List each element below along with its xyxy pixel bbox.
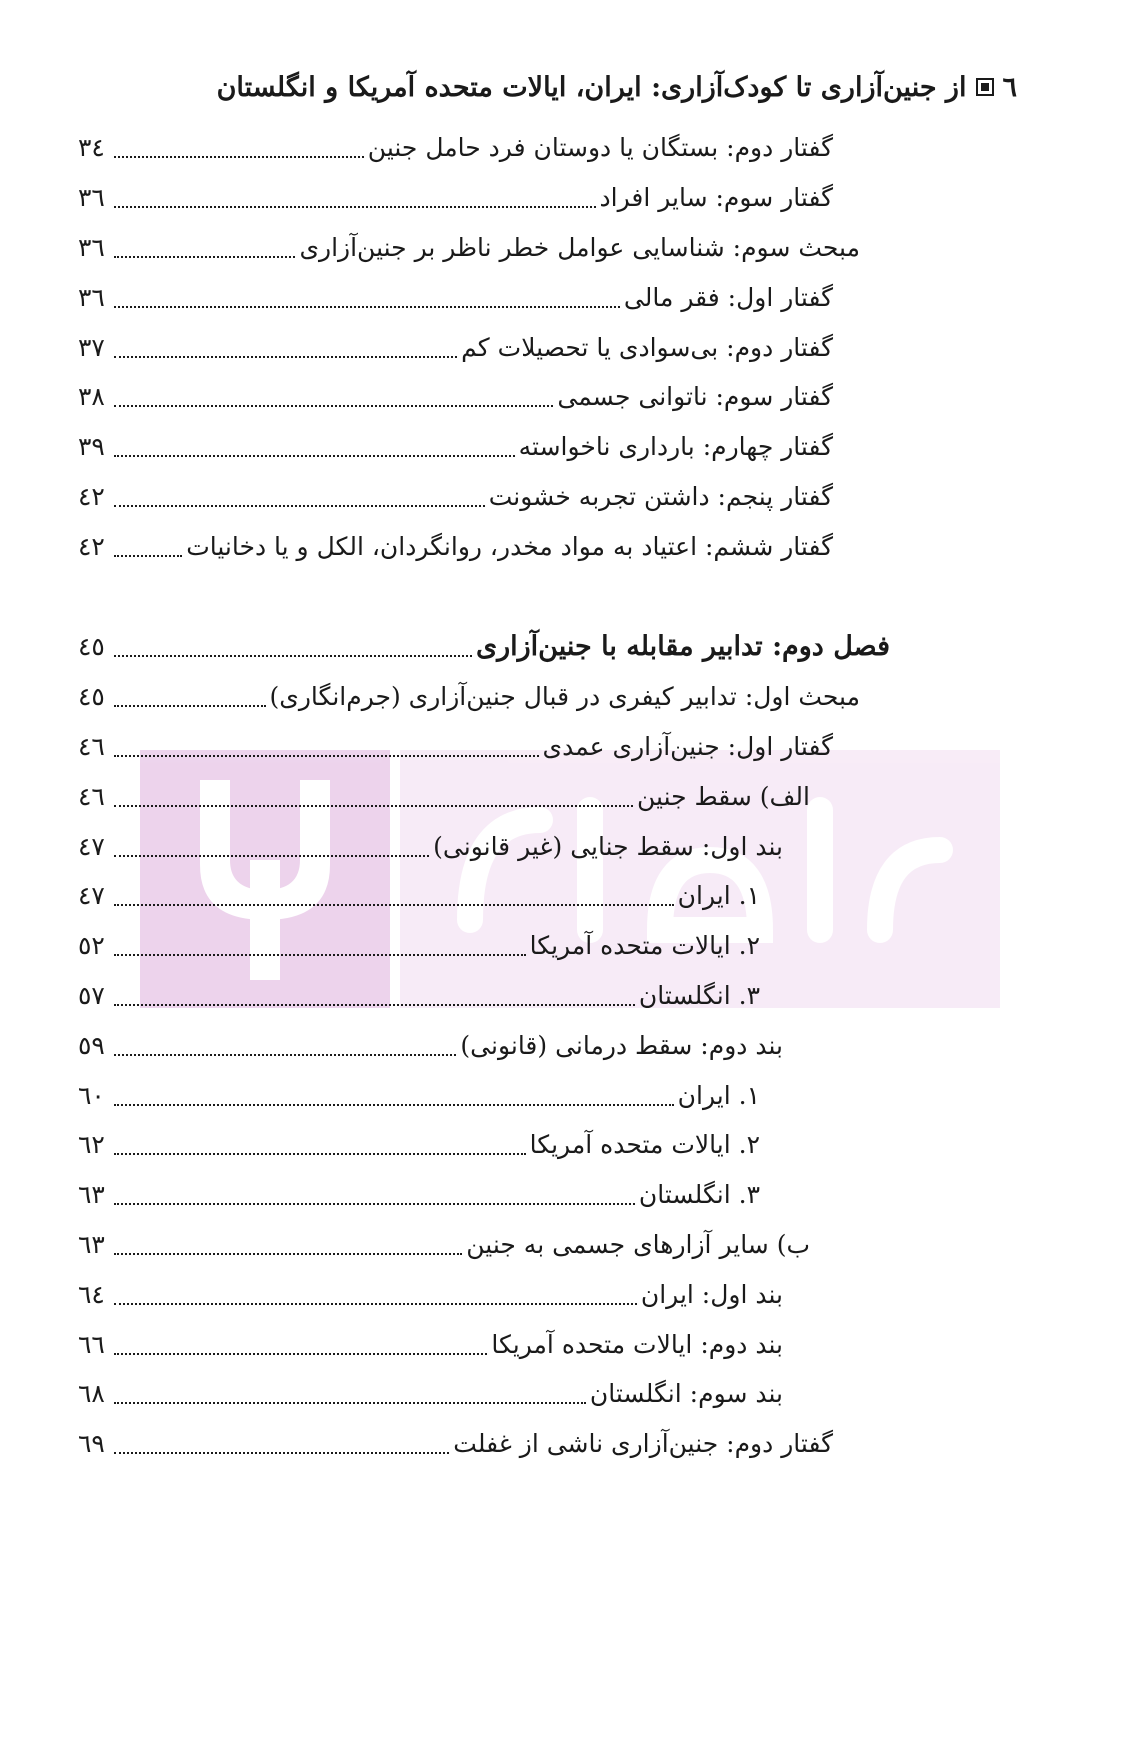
toc-entry-title: ب) سایر آزارهای جسمی به جنین <box>466 1230 810 1259</box>
dot-leader <box>114 804 633 807</box>
dot-leader <box>114 704 266 707</box>
toc-entry <box>78 1072 760 1116</box>
dot-leader <box>114 903 674 906</box>
toc-entry-title: بند اول: سقط جنایی (غیر قانونی) <box>433 832 783 861</box>
toc-entry-title: الف) سقط جنین <box>637 782 810 811</box>
dot-leader <box>114 1152 526 1155</box>
toc-chapter-entry <box>78 623 890 667</box>
dot-leader <box>114 1103 674 1106</box>
toc-entry <box>78 1420 833 1464</box>
toc-entry-page: ٦٨ <box>78 1379 105 1408</box>
toc-entry-page: ٥٩ <box>78 1031 105 1060</box>
toc-entry <box>78 1271 783 1315</box>
toc-entry-page: ٤٦ <box>78 732 105 761</box>
toc-entry-page: ٦٩ <box>78 1429 105 1458</box>
toc-entry-title: مبحث سوم: شناسایی عوامل خطر ناظر بر جنین‌آزاری <box>299 233 860 262</box>
toc-entry-title: ١. ایران <box>677 881 760 910</box>
toc-entry-page: ٣٦ <box>78 283 105 312</box>
toc-entry <box>78 773 810 817</box>
toc-entry-title: بند دوم: سقط درمانی (قانونی) <box>460 1031 783 1060</box>
toc-entry <box>78 1121 760 1165</box>
toc-entry <box>78 324 833 368</box>
toc-entry-title: بند اول: ایران <box>640 1280 783 1309</box>
dot-leader <box>114 205 596 208</box>
toc-entry-page: ٤٥ <box>78 632 105 661</box>
toc-entry <box>78 224 860 268</box>
toc-entry-page: ٦٦ <box>78 1330 105 1359</box>
toc-entry-page: ٤٧ <box>78 832 105 861</box>
toc-entry-page: ٦٤ <box>78 1280 105 1309</box>
toc-entry <box>78 124 833 168</box>
dot-leader <box>114 1003 635 1006</box>
toc-entry-title: گفتار اول: جنین‌آزاری عمدی <box>542 732 833 761</box>
toc-entry <box>78 673 860 717</box>
toc-entry-page: ٣٩ <box>78 432 105 461</box>
dot-leader <box>114 554 182 557</box>
toc-entry <box>78 1221 810 1265</box>
toc-entry <box>78 274 833 318</box>
toc-entry-page: ٣٨ <box>78 382 105 411</box>
toc-entry-page: ٤٥ <box>78 682 105 711</box>
toc-entry-title: ١. ایران <box>677 1081 760 1110</box>
toc-entry <box>78 922 760 966</box>
dot-leader <box>114 654 472 657</box>
toc-entry <box>78 972 760 1016</box>
toc-entry <box>78 1321 783 1365</box>
toc-entry-title: بند سوم: انگلستان <box>589 1379 783 1408</box>
toc-entry-title: ٣. انگلستان <box>638 981 760 1010</box>
toc-entry-title: ٣. انگلستان <box>638 1180 760 1209</box>
dot-leader <box>114 1202 635 1205</box>
toc-entry <box>78 1171 760 1215</box>
dot-leader <box>114 504 485 507</box>
toc-entry-title: بند دوم: ایالات متحده آمریکا <box>491 1330 783 1359</box>
dot-leader <box>114 404 553 407</box>
toc-entry-page: ٦٣ <box>78 1230 105 1259</box>
toc-entry-page: ٥٧ <box>78 981 105 1010</box>
dot-leader <box>114 1451 449 1454</box>
toc-entry <box>78 872 760 916</box>
toc-entry-title: گفتار دوم: بستگان یا دوستان فرد حامل جنین <box>367 133 833 162</box>
toc-entry-title: مبحث اول: تدابیر کیفری در قبال جنین‌آزاری (جرم‌انگاری) <box>269 682 860 711</box>
dot-leader <box>114 1401 586 1404</box>
dot-leader <box>114 355 457 358</box>
dot-leader <box>114 1352 487 1355</box>
toc-entry-title: فصل دوم: تدابیر مقابله با جنین‌آزاری <box>475 631 890 662</box>
dot-leader <box>114 155 364 158</box>
page-number: ٦ <box>1002 72 1017 103</box>
book-title: از جنین‌آزاری تا کودک‌آزاری: ایران، ایالات متحده آمریکا و انگلستان <box>216 72 967 103</box>
toc-entry-page: ٤٢ <box>78 532 105 561</box>
toc-entry-page: ٣٦ <box>78 233 105 262</box>
toc-entry-title: ٢. ایالات متحده آمریکا <box>529 931 760 960</box>
toc-entry-page: ٦٣ <box>78 1180 105 1209</box>
toc-entry-title: گفتار سوم: سایر افراد <box>599 183 833 212</box>
toc-entry <box>78 174 833 218</box>
toc-entry-page: ٥٢ <box>78 931 105 960</box>
toc-entry <box>78 473 833 517</box>
toc-entry-page: ٦٠ <box>78 1081 105 1110</box>
toc-entry <box>78 1370 783 1414</box>
dot-leader <box>114 953 526 956</box>
toc-entry-title: ٢. ایالات متحده آمریکا <box>529 1130 760 1159</box>
toc-entry-page: ٣٦ <box>78 183 105 212</box>
toc-entry-page: ٣٤ <box>78 133 105 162</box>
dot-leader <box>114 754 539 757</box>
toc-entry <box>78 723 833 767</box>
toc-entry <box>78 373 833 417</box>
toc-entry-page: ٤٦ <box>78 782 105 811</box>
toc-entry-title: گفتار چهارم: بارداری ناخواسته <box>518 432 833 461</box>
toc-entry <box>78 423 833 467</box>
dot-leader <box>114 1302 637 1305</box>
dot-leader <box>114 1252 462 1255</box>
toc-entry-title: گفتار سوم: ناتوانی جسمی <box>557 382 833 411</box>
toc-entry <box>78 1022 783 1066</box>
dot-leader <box>114 255 295 258</box>
toc-entry-title: گفتار دوم: جنین‌آزاری ناشی از غفلت <box>453 1429 833 1458</box>
toc-entry-page: ٣٧ <box>78 333 105 362</box>
toc-entry-title: گفتار پنجم: داشتن تجربه خشونت <box>488 482 833 511</box>
dot-leader <box>114 1053 456 1056</box>
dot-leader <box>114 305 620 308</box>
toc-entry-title: گفتار اول: فقر مالی <box>623 283 833 312</box>
toc-entry-title: گفتار دوم: بی‌سوادی یا تحصیلات کم <box>461 333 833 362</box>
dot-leader <box>114 854 429 857</box>
dot-leader <box>114 454 515 457</box>
toc-entry-title: گفتار ششم: اعتیاد به مواد مخدر، روانگردان، الکل و یا دخانیات <box>186 532 833 561</box>
toc-entry-page: ٤٢ <box>78 482 105 511</box>
toc-entry <box>78 523 833 567</box>
toc-entry-page: ٦٢ <box>78 1130 105 1159</box>
toc-entry-page: ٤٧ <box>78 881 105 910</box>
toc-entry <box>78 823 783 867</box>
